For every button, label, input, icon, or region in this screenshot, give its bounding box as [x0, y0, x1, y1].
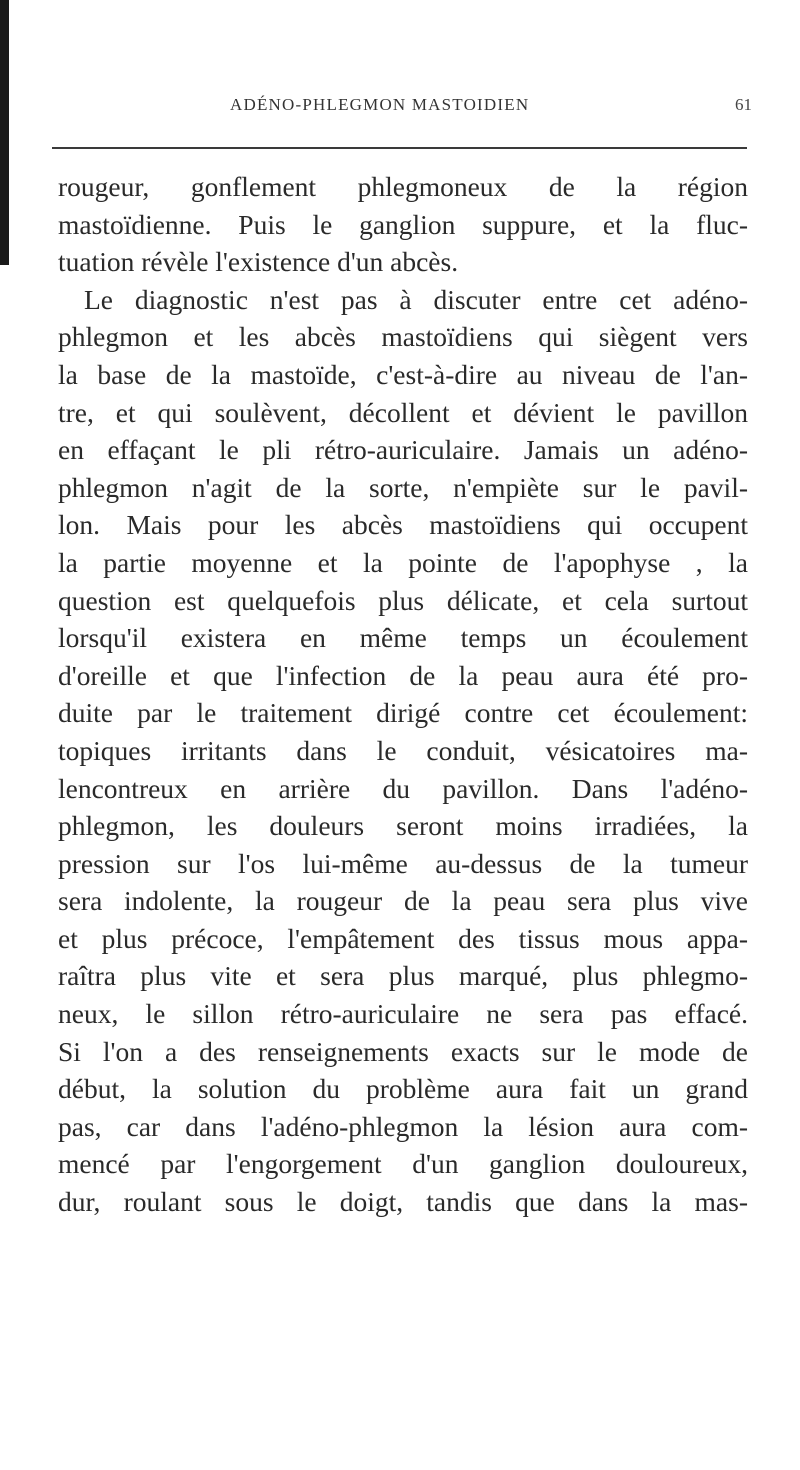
text-line: tre, et qui soulèvent, décollent et dévient le pavillon [58, 396, 748, 428]
text-line: en effaçant le pli rétro-auriculaire. Jamais un adéno- [58, 434, 748, 466]
text-line: la partie moyenne et la pointe de l'apophyse , la [58, 546, 748, 578]
text-line: phlegmon, les douleurs seront moins irradiées, la [58, 810, 748, 842]
running-title: ADÉNO-PHLEGMON MASTOIDIEN [230, 95, 530, 114]
text-line: début, la solution du problème aura fait un grand [58, 1073, 748, 1105]
text-line: lorsqu'il existera en même temps un écoulement [58, 622, 748, 654]
text-line: Si l'on a des renseignements exacts sur le mode de [58, 1035, 748, 1067]
text-line: lencontreux en arrière du pavillon. Dans l'adéno- [58, 772, 748, 804]
text-line: phlegmon et les abcès mastoïdiens qui siègent vers [58, 321, 748, 353]
text-line: sera indolente, la rougeur de la peau sera plus vive [58, 885, 748, 917]
text-line: topiques irritants dans le conduit, vésicatoires ma- [58, 734, 748, 766]
text-line: mastoïdienne. Puis le ganglion suppure, et la fluc- [58, 208, 748, 240]
text-line: dur, roulant sous le doigt, tandis que dans la mas- [58, 1186, 748, 1218]
header-rule [52, 147, 747, 149]
text-line: d'oreille et que l'infection de la peau aura été pro- [58, 659, 748, 691]
scan-edge-shadow [0, 0, 9, 265]
text-line: phlegmon n'agit de la sorte, n'empiète sur le pavil- [58, 471, 748, 503]
text-line: pression sur l'os lui-même au-dessus de la tumeur [58, 847, 748, 879]
text-line: la base de la mastoïde, c'est-à-dire au niveau de l'an- [58, 358, 748, 390]
body-text [58, 168, 748, 1221]
page-header [0, 95, 800, 125]
text-line: duite par le traitement dirigé contre cet écoulement: [58, 697, 748, 729]
text-line: pas, car dans l'adéno-phlegmon la lésion aura com- [58, 1110, 748, 1142]
page-number: 61 [735, 95, 752, 114]
text-line: mencé par l'engorgement d'un ganglion douloureux, [58, 1148, 748, 1180]
text-line: rougeur, gonflement phlegmoneux de la région [58, 171, 748, 202]
text-line: et plus précoce, l'empâtement des tissus mous appa- [58, 922, 748, 954]
text-line: tuation révèle l'existence d'un abcès. [58, 246, 459, 278]
text-line: neux, le sillon rétro-auriculaire ne sera pas effacé. [58, 998, 748, 1030]
text-line: Le diagnostic n'est pas à discuter entre cet adéno- [84, 283, 748, 315]
text-line: question est quelquefois plus délicate, et cela surtout [58, 584, 748, 616]
text-line: raîtra plus vite et sera plus marqué, plus phlegmo- [58, 960, 748, 992]
text-line: lon. Mais pour les abcès mastoïdiens qui occupent [58, 509, 748, 541]
